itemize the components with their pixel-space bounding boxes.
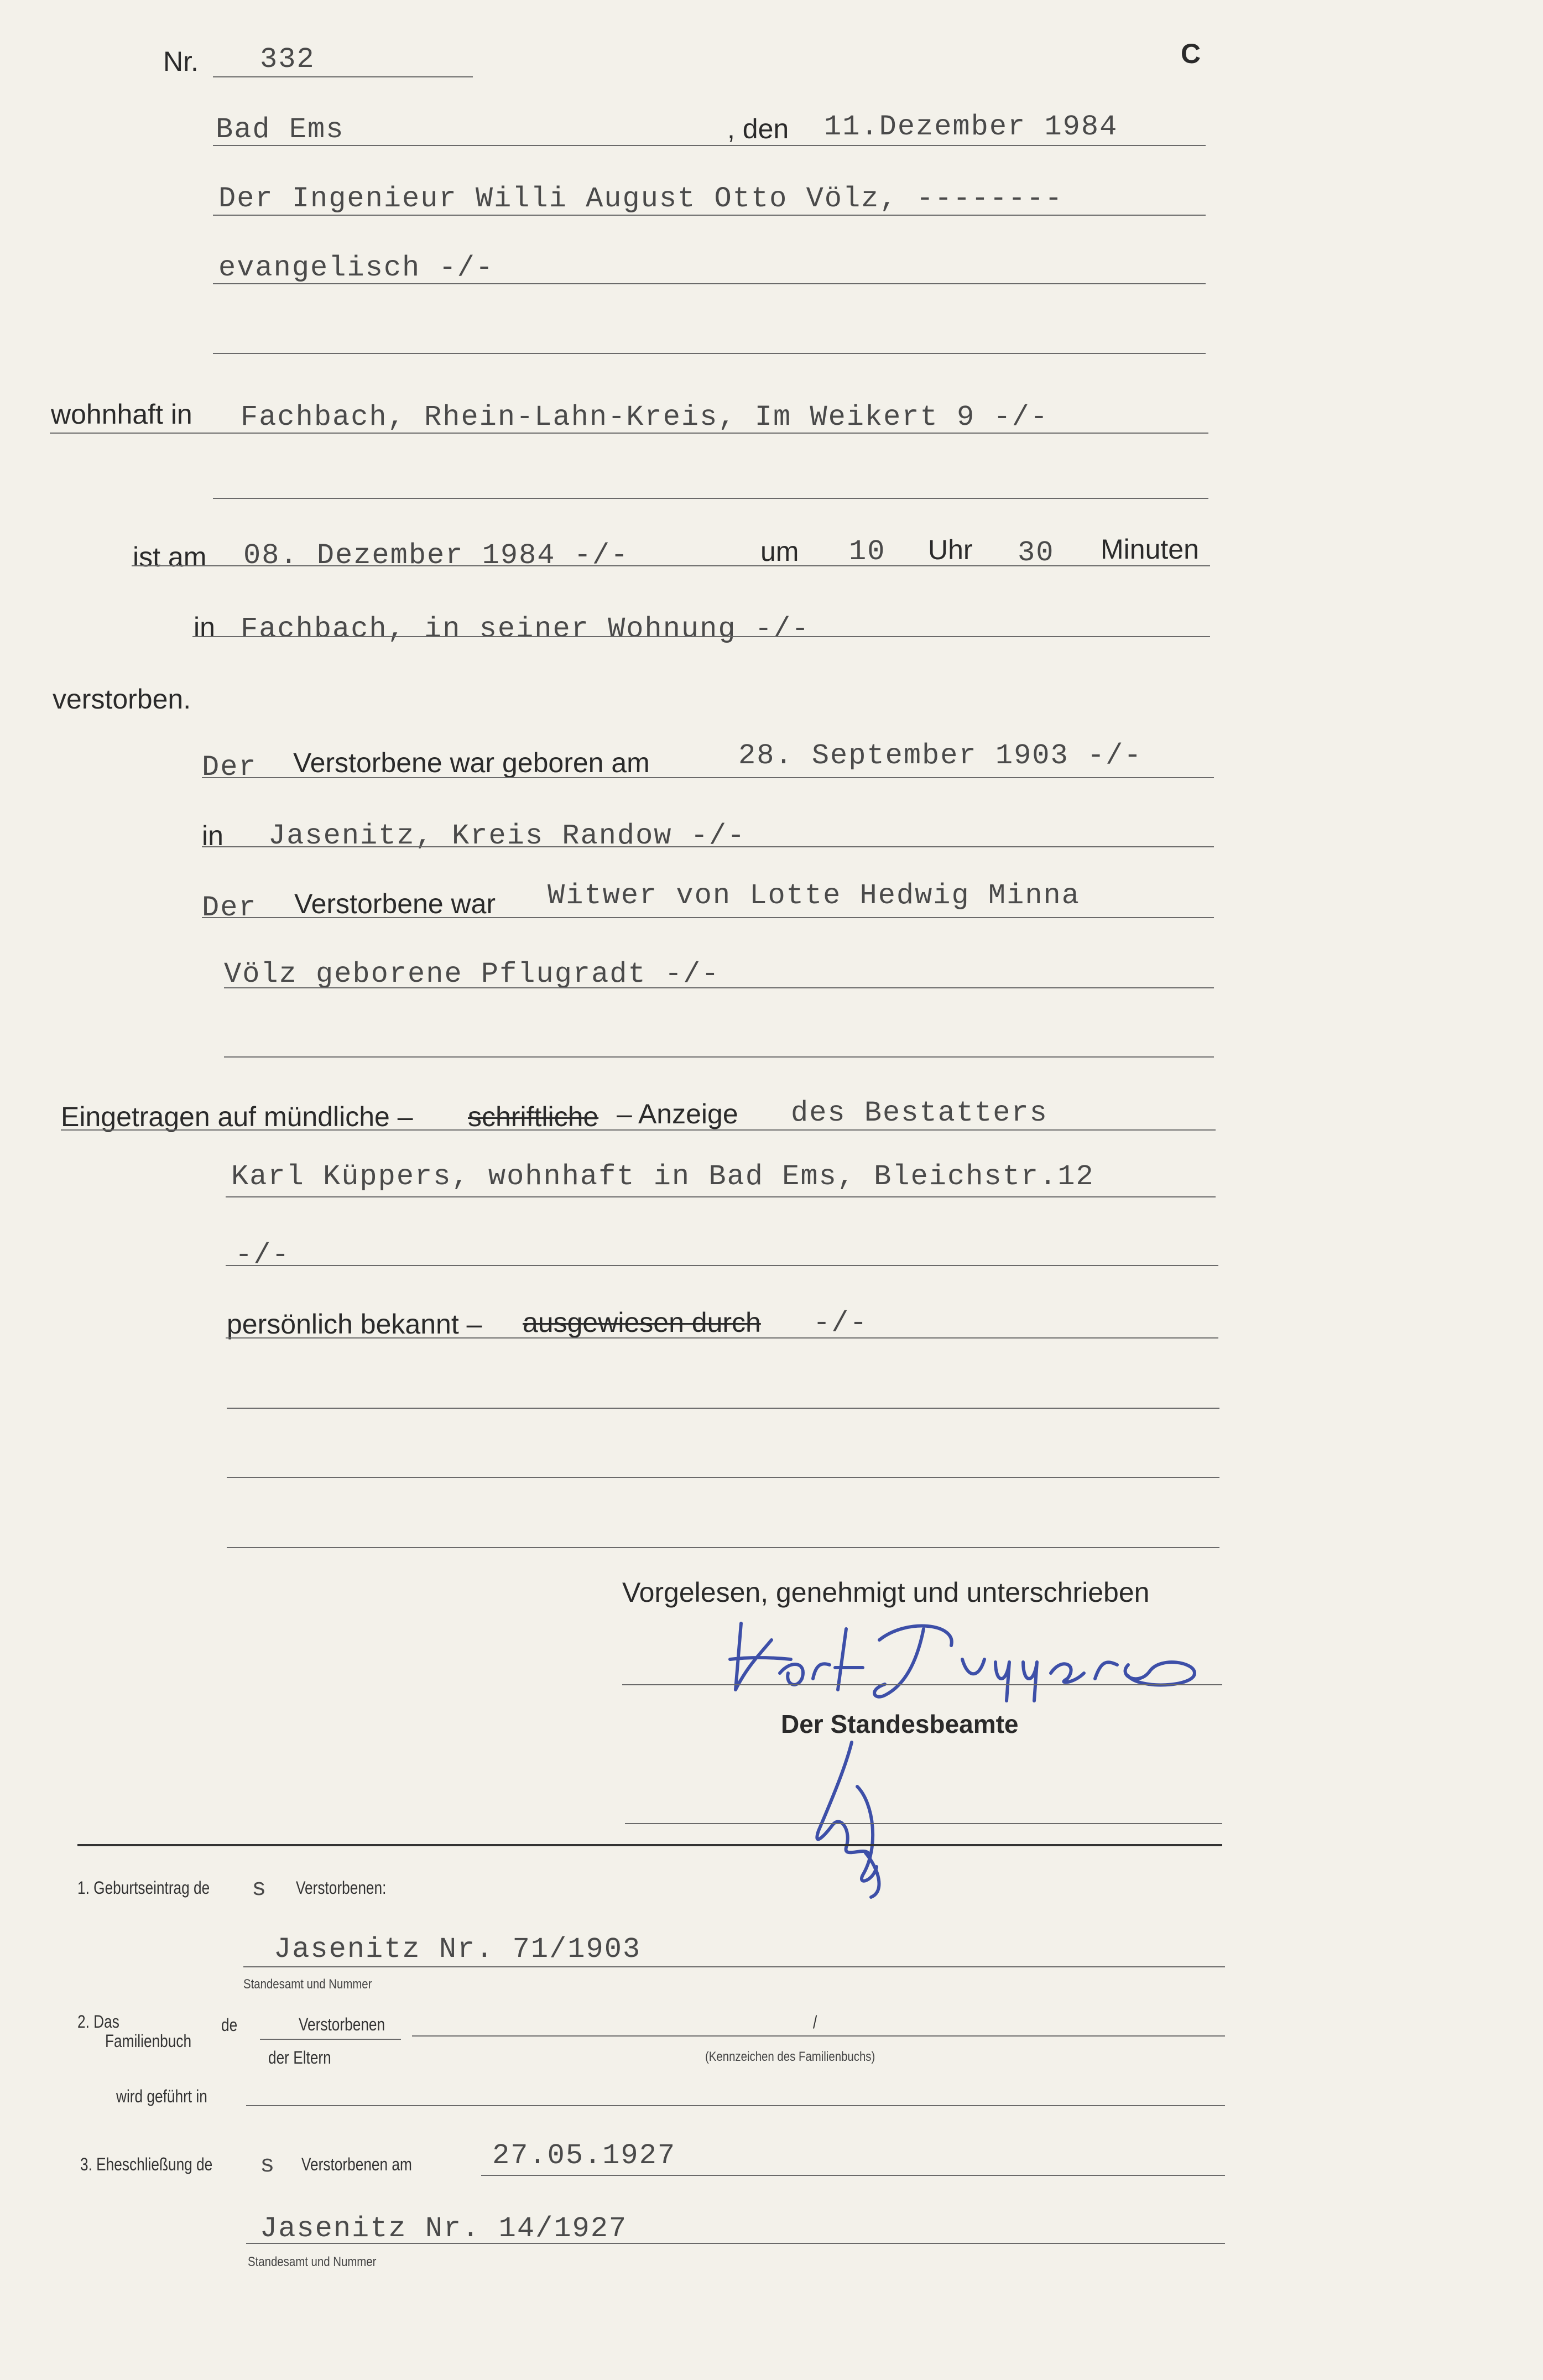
residence-rule (50, 433, 1208, 434)
footer-item2-wird-rule (246, 2105, 1225, 2106)
person-rule-1 (213, 215, 1206, 216)
death-time-rule (132, 565, 1210, 566)
death-date: 08. Dezember 1984 -/- (243, 539, 629, 572)
birth-der-label: Der (202, 751, 257, 784)
footer-item3-rule (246, 2243, 1225, 2244)
blank-rule-1 (227, 1408, 1219, 1409)
registrar-signature (802, 1737, 901, 1903)
footer-item3-caption: Standesamt und Nummer (248, 2254, 377, 2269)
death-hour: 10 (849, 535, 886, 568)
known-struck: ausgewiesen durch (523, 1307, 761, 1338)
marital-rule-1 (202, 917, 1214, 918)
footer-item1-value: Jasenitz Nr. 71/1903 (274, 1933, 642, 1966)
footer-item1-s: s (252, 1875, 268, 1903)
verstorben-label: verstorben. (53, 684, 191, 715)
marital-rule-3 (224, 1056, 1214, 1058)
death-in-label: in (194, 612, 215, 643)
registrar-signature-rule (625, 1823, 1222, 1824)
footer-item3-label: 3. Eheschließung de (80, 2154, 213, 2174)
footer-item3-s: s (260, 2152, 276, 2179)
footer-item1-suffix: Verstorbenen: (296, 1878, 387, 1898)
registration-value-2: Karl Küppers, wohnhaft in Bad Ems, Bleichstr.12 (231, 1160, 1094, 1193)
birth-in-label: in (202, 820, 223, 851)
nr-label: Nr. (163, 46, 199, 77)
record-number: 332 (260, 43, 315, 76)
marital-rule-2 (224, 987, 1214, 988)
footer-item2-wird: wird geführt in (116, 2086, 207, 2106)
date-rule (213, 145, 1206, 146)
footer-divider (77, 1844, 1222, 1846)
known-rule (226, 1337, 1218, 1339)
residence-label: wohnhaft in (51, 399, 192, 430)
footer-item2-verstorbenen: Verstorbenen (299, 2014, 385, 2034)
footer-item1-caption: Standesamt und Nummer (243, 1977, 372, 1992)
footer-item1-rule (243, 1966, 1225, 1967)
person-line-2: evangelisch -/- (218, 252, 494, 284)
death-place-rule (192, 636, 1210, 637)
known-label: persönlich bekannt – (227, 1309, 482, 1340)
informant-signature (719, 1607, 1200, 1706)
registration-rule-1 (61, 1129, 1216, 1131)
person-rule-2 (213, 283, 1206, 284)
person-rule-3 (213, 353, 1206, 354)
informant-signature-rule (622, 1684, 1222, 1685)
blank-rule-2 (227, 1477, 1219, 1478)
footer-item2-de: de (221, 2015, 238, 2035)
birth-place: Jasenitz, Kreis Randow -/- (268, 820, 746, 852)
marital-line-2: Völz geborene Pflugradt -/- (224, 958, 720, 991)
uhr-label: Uhr (928, 534, 973, 565)
footer-item2-num: 2. Das (77, 2012, 119, 2032)
registration-label-a: Eingetragen auf mündliche – (61, 1101, 413, 1132)
birth-date: 28. September 1903 -/- (738, 739, 1143, 772)
marital-der-label: Der (202, 892, 257, 924)
marital-line-1: Witwer von Lotte Hedwig Minna (548, 879, 1080, 912)
footer-item3-value: Jasenitz Nr. 14/1927 (260, 2212, 628, 2245)
footer-item2-de-rule (260, 2039, 401, 2040)
footer-item2-caption: (Kennzeichen des Familienbuchs) (705, 2049, 875, 2064)
footer-item2-rule (412, 2035, 1225, 2037)
death-place: Fachbach, in seiner Wohnung -/- (241, 613, 810, 645)
minuten-label: Minuten (1101, 534, 1199, 565)
registration-label-b: – Anzeige (617, 1098, 738, 1129)
form-letter: C (1181, 38, 1201, 69)
registration-label-struck: schriftliche (468, 1101, 599, 1132)
residence-value: Fachbach, Rhein-Lahn-Kreis, Im Weikert 9 -/- (241, 401, 1049, 434)
registration-rule-3 (226, 1265, 1218, 1266)
footer-item3-suffix: Verstorbenen am (301, 2154, 412, 2174)
marital-label: Verstorbene war (294, 888, 496, 919)
birth-label: Verstorbene war geboren am (293, 747, 650, 778)
ist-am-label: ist am (133, 541, 207, 572)
death-minutes: 30 (1018, 537, 1055, 569)
nr-rule (213, 76, 473, 77)
birth-date-rule (202, 777, 1214, 778)
known-value: -/- (813, 1307, 868, 1340)
um-label: um (760, 536, 799, 567)
residence-rule-2 (213, 498, 1208, 499)
den-label: , den (727, 113, 789, 144)
registration-value-1: des Bestatters (791, 1097, 1048, 1129)
place-of-record: Bad Ems (216, 113, 345, 146)
footer-item3-date: 27.05.1927 (492, 2139, 676, 2172)
footer-item2-familienbuch: Familienbuch (105, 2031, 192, 2051)
person-line-1: Der Ingenieur Willi August Otto Völz, -------- (218, 183, 1064, 215)
footer-item2-eltern: der Eltern (268, 2048, 331, 2067)
record-date: 11.Dezember 1984 (824, 111, 1118, 143)
footer-item3-date-rule (481, 2175, 1225, 2176)
registration-value-3: -/- (235, 1239, 290, 1272)
registrar-label: Der Standesbeamte (781, 1710, 1019, 1738)
footer-item2-slash: / (813, 2012, 817, 2032)
read-approved-label: Vorgelesen, genehmigt und unterschrieben (622, 1577, 1150, 1608)
blank-rule-3 (227, 1547, 1219, 1548)
footer-item1-label: 1. Geburtseintrag de (77, 1878, 210, 1898)
registration-rule-2 (226, 1196, 1216, 1197)
birth-place-rule (202, 846, 1214, 847)
